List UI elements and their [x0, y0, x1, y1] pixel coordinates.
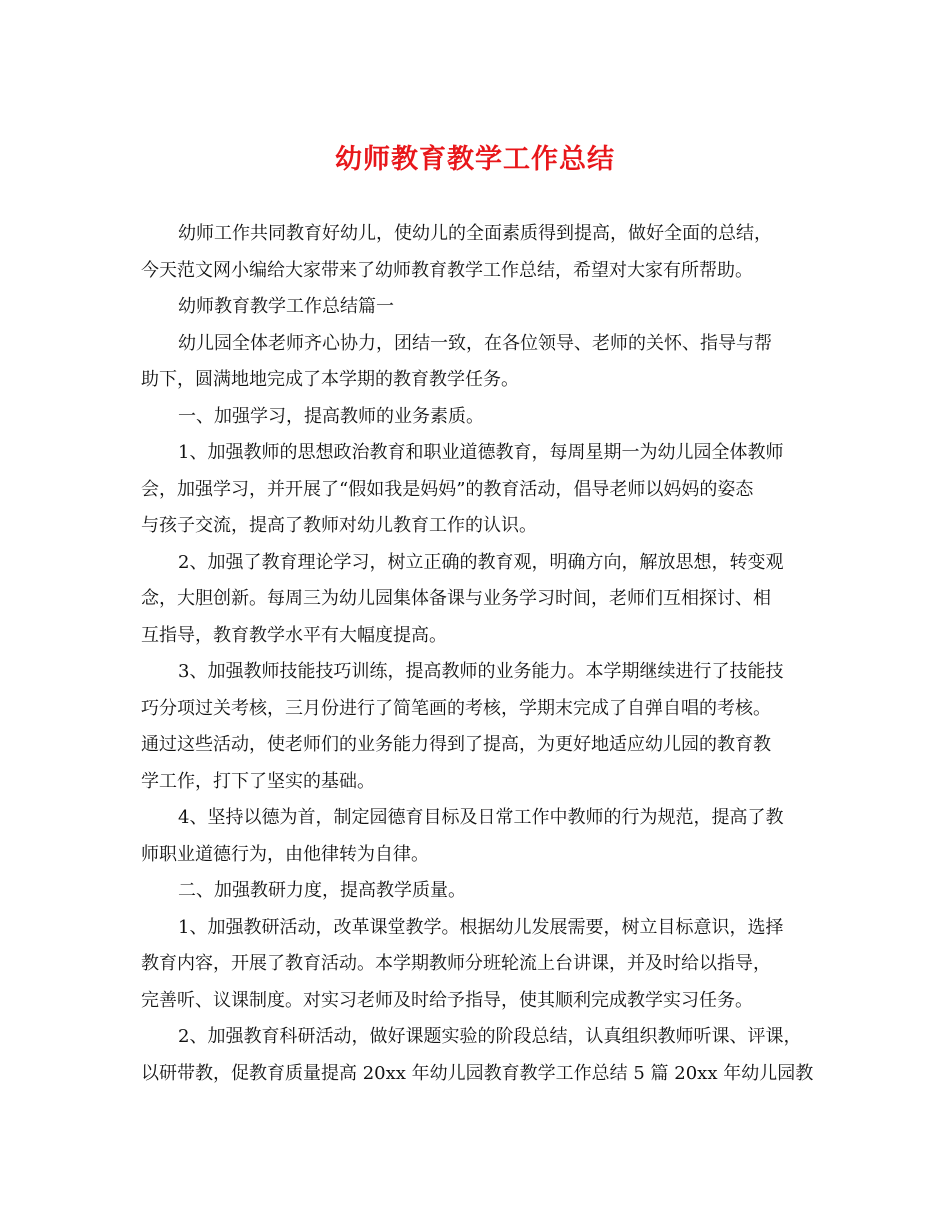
paragraph-line: 1、加强教师的思想政治教育和职业道德教育，每周星期一为幼儿园全体教师: [178, 442, 784, 463]
paragraph-line: 教育内容，开展了教育活动。本学期教师分班轮流上台讲课，并及时给以指导，: [141, 953, 771, 974]
paragraph-line: 今天范文网小编给大家带来了幼师教育教学工作总结，希望对大家有所帮助。: [141, 259, 753, 281]
section-heading: 幼师教育教学工作总结篇一: [178, 296, 394, 317]
paragraph-line: 幼师工作共同教育好幼儿，使幼儿的全面素质得到提高，做好全面的总结，: [178, 223, 772, 244]
paragraph-line: 助下，圆满地地完成了本学期的教育教学任务。: [141, 369, 519, 390]
paragraph-line: 4、坚持以德为首，制定园德育目标及日常工作中教师的行为规范，提高了教: [178, 807, 784, 828]
paragraph-line: 师职业道德行为，由他律转为自律。: [141, 843, 429, 865]
paragraph-line: 与孩子交流，提高了教师对幼儿教育工作的认识。: [141, 515, 537, 536]
document-body: [141, 216, 814, 1092]
paragraph-line: 通过这些活动，使老师们的业务能力得到了提高，为更好地适应幼儿园的教育教: [141, 734, 771, 755]
section-heading: 二、加强教研力度，提高教学质量。: [178, 880, 466, 901]
paragraph-line: 2、加强了教育理论学习，树立正确的教育观，明确方向，解放思想，转变观: [178, 551, 784, 573]
paragraph-line: 3、加强教师技能技巧训练，提高教师的业务能力。本学期继续进行了技能技: [178, 661, 784, 682]
paragraph-line: 完善听、议课制度。对实习老师及时给予指导，使其顺利完成教学实习任务。: [141, 989, 753, 1011]
paragraph-line: 幼儿园全体老师齐心协力，团结一致，在各位领导、老师的关怀、指导与帮: [178, 332, 772, 354]
paragraph-line: 巧分项过关考核，三月份进行了简笔画的考核，学期末完成了自弹自唱的考核。: [141, 697, 771, 719]
paragraph-line: 1、加强教研活动，改革课堂教学。根据幼儿发展需要，树立目标意识，选择: [178, 916, 784, 938]
paragraph-line: 以研带教，促教育质量提高 20xx 年幼儿园教育教学工作总结 5 篇 20xx 年幼儿园教: [141, 1062, 814, 1084]
document-title: 幼师教育教学工作总结: [335, 144, 615, 175]
paragraph-line: 学工作，打下了坚实的基础。: [141, 770, 375, 792]
paragraph-line: 互指导，教育教学水平有大幅度提高。: [141, 624, 447, 646]
paragraph-line: 会，加强学习，并开展了“假如我是妈妈”的教育活动，倡导老师以妈妈的姿态: [141, 478, 754, 500]
paragraph-line: 念，大胆创新。每周三为幼儿园集体备课与业务学习时间，老师们互相探讨、相: [141, 588, 771, 609]
paragraph-line: 2、加强教育科研活动，做好课题实验的阶段总结，认真组织教师听课、评课，: [178, 1026, 802, 1047]
section-heading: 一、加强学习，提高教师的业务素质。: [178, 405, 484, 427]
